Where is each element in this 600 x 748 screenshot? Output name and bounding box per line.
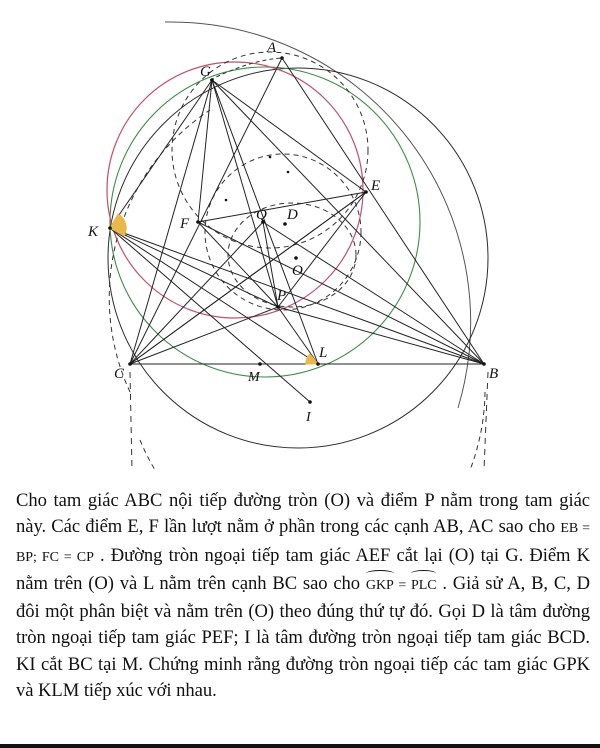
dashed-circle-PEF xyxy=(205,154,361,310)
problem-text-1: Cho tam giác ABC nội tiếp đường tròn (O) và điểm P nằm trong tam giác này. Các điểm E, F lần lượt nằm ở phần trong các cạnh AB, AC sao cho xyxy=(16,490,590,538)
point-L-dot xyxy=(316,362,320,366)
label-A: A xyxy=(267,40,277,56)
bottom-border xyxy=(0,744,600,748)
red-circle xyxy=(107,62,363,318)
point-K-dot xyxy=(108,226,112,230)
label-C: C xyxy=(114,366,125,382)
point-E-dot xyxy=(364,190,368,194)
point-B-dot xyxy=(482,362,486,366)
point-C-dot xyxy=(128,362,132,366)
label-K: K xyxy=(88,224,99,240)
center-dot-1 xyxy=(269,156,272,159)
label-Q: Q xyxy=(256,207,267,223)
dashed-circle-BCD xyxy=(109,110,485,470)
point-F-dot xyxy=(196,220,200,224)
label-G: G xyxy=(200,64,211,80)
point-P-dot xyxy=(276,305,280,309)
problem-text-3: . Giả sử A, B, C, D đôi một phân biệt và nằm trên (O) theo đúng thứ tự đó. Gọi D là tâm đường tròn ngoại tiếp tam giác PEF; I là tâm đường tròn ngoại tiếp tam giác BCD. KI cắt BC tại M. Chứng minh rằng đường tròn ngoại tiếp các tam giác GPK và KLM tiếp xúc với nhau. xyxy=(16,572,590,702)
label-M: M xyxy=(248,370,260,385)
label-O: O xyxy=(292,263,303,279)
label-P: P xyxy=(277,288,287,304)
center-dot-3 xyxy=(225,199,228,202)
arc-gkp: GKP xyxy=(366,573,394,599)
problem-text-2: . Đường tròn ngoại tiếp tam giác AEF cắt lại (O) tại G. Điểm K nằm trên (O) và L nằm trên cạnh BC sao cho xyxy=(16,544,591,594)
label-E: E xyxy=(371,178,381,194)
point-O-dot xyxy=(294,256,298,260)
center-dot-2 xyxy=(287,171,290,174)
point-I-dot xyxy=(308,400,312,404)
angle-equation xyxy=(366,578,437,593)
arc-plc: PLC xyxy=(411,573,437,599)
equals-sign: = xyxy=(393,577,411,593)
label-B: B xyxy=(489,366,499,382)
dashed-arc-top xyxy=(210,58,282,80)
label-L: L xyxy=(319,345,328,361)
label-I: I xyxy=(306,410,311,425)
label-F: F xyxy=(180,216,190,232)
label-D: D xyxy=(287,207,298,223)
point-A-dot xyxy=(280,56,284,60)
point-M-dot xyxy=(258,362,262,366)
problem-statement xyxy=(16,488,590,704)
equation-eb-bp: EB = BP; FC = CP xyxy=(16,521,591,565)
